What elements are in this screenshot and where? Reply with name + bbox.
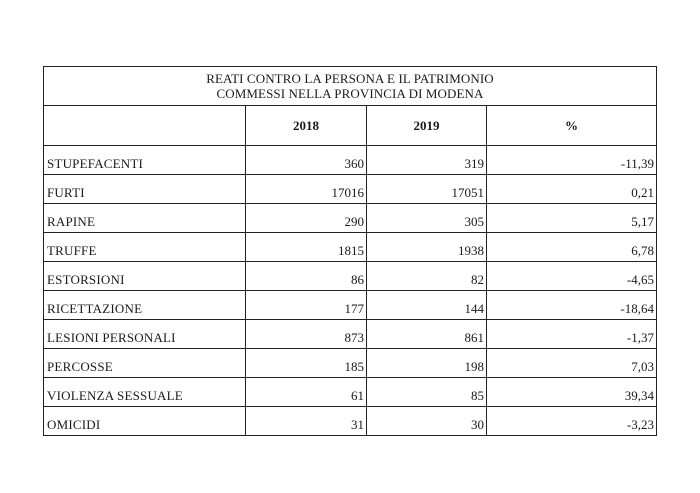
table-header-row [44, 106, 657, 146]
value-2019-cell: 861 [367, 320, 487, 349]
table-row [44, 320, 657, 349]
value-2019-cell: 198 [367, 349, 487, 378]
value-2018-cell: 1815 [246, 233, 367, 262]
header-percent: % [487, 106, 657, 146]
crime-label-cell: RICETTAZIONE [44, 291, 246, 320]
crime-label-cell: PERCOSSE [44, 349, 246, 378]
table-row [44, 204, 657, 233]
value-2018-cell: 360 [246, 146, 367, 175]
table-title-line-2: COMMESSI NELLA PROVINCIA DI MODENA [216, 86, 484, 101]
crime-statistics-table [43, 66, 657, 436]
table-title-line-1: REATI CONTRO LA PERSONA E IL PATRIMONIO [206, 71, 494, 86]
table-title-row [44, 67, 657, 106]
crime-label-cell: OMICIDI [44, 407, 246, 436]
percent-change-cell: -1,37 [487, 320, 657, 349]
crime-label-cell: FURTI [44, 175, 246, 204]
percent-change-cell: -3,23 [487, 407, 657, 436]
value-2019-cell: 82 [367, 262, 487, 291]
crime-label-cell: RAPINE [44, 204, 246, 233]
table-row [44, 233, 657, 262]
table-title [44, 67, 657, 106]
value-2018-cell: 17016 [246, 175, 367, 204]
crime-label-cell: LESIONI PERSONALI [44, 320, 246, 349]
value-2019-cell: 85 [367, 378, 487, 407]
percent-change-cell: 39,34 [487, 378, 657, 407]
value-2018-cell: 31 [246, 407, 367, 436]
value-2019-cell: 305 [367, 204, 487, 233]
value-2018-cell: 86 [246, 262, 367, 291]
value-2019-cell: 1938 [367, 233, 487, 262]
crime-label-cell: TRUFFE [44, 233, 246, 262]
percent-change-cell: 0,21 [487, 175, 657, 204]
value-2019-cell: 319 [367, 146, 487, 175]
header-2019: 2019 [367, 106, 487, 146]
value-2018-cell: 290 [246, 204, 367, 233]
percent-change-cell: 7,03 [487, 349, 657, 378]
table-row [44, 349, 657, 378]
value-2019-cell: 30 [367, 407, 487, 436]
table-row [44, 146, 657, 175]
header-2018: 2018 [246, 106, 367, 146]
value-2018-cell: 185 [246, 349, 367, 378]
value-2019-cell: 17051 [367, 175, 487, 204]
table-row [44, 262, 657, 291]
percent-change-cell: -4,65 [487, 262, 657, 291]
table-row [44, 291, 657, 320]
table-row [44, 407, 657, 436]
percent-change-cell: 6,78 [487, 233, 657, 262]
percent-change-cell: -11,39 [487, 146, 657, 175]
percent-change-cell: -18,64 [487, 291, 657, 320]
header-empty [44, 106, 246, 146]
crime-label-cell: ESTORSIONI [44, 262, 246, 291]
value-2018-cell: 61 [246, 378, 367, 407]
percent-change-cell: 5,17 [487, 204, 657, 233]
value-2019-cell: 144 [367, 291, 487, 320]
crime-label-cell: VIOLENZA SESSUALE [44, 378, 246, 407]
crime-label-cell: STUPEFACENTI [44, 146, 246, 175]
value-2018-cell: 177 [246, 291, 367, 320]
table-row [44, 378, 657, 407]
table-row [44, 175, 657, 204]
value-2018-cell: 873 [246, 320, 367, 349]
